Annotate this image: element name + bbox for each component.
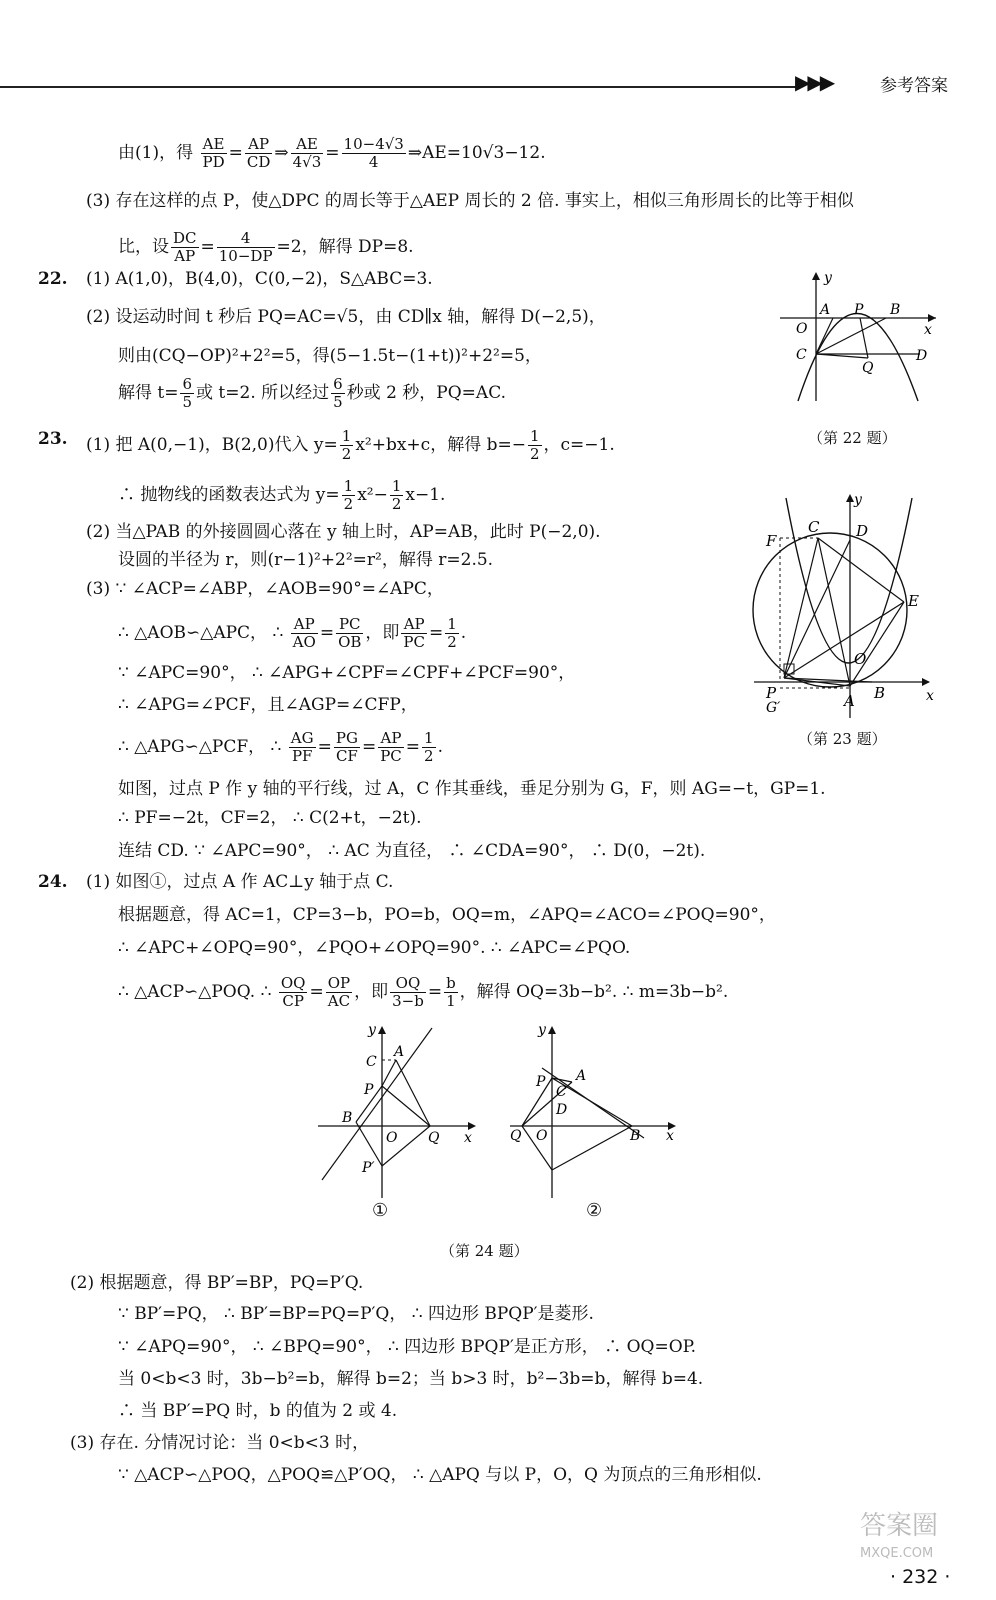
q24-figure-1-label: ①: [372, 1200, 389, 1221]
svg-text:B: B: [342, 1110, 353, 1126]
q23-line-2: ∴ 抛物线的函数表达式为 y= $\frac{1}{2}$ x²− $\frac{1}{2}$ x−1.: [118, 477, 446, 513]
svg-text:C: C: [808, 518, 820, 536]
q24-caption: （第 24 题）: [440, 1242, 529, 1260]
q22-label-Q: Q: [862, 360, 874, 376]
q24-figure-2-label: ②: [586, 1200, 603, 1221]
svg-text:B: B: [874, 684, 886, 702]
q24-line-6: ∵ BP′=PQ， ∴ BP′=BP=PQ=P′Q， ∴ 四边形 BPQP′是菱形.: [118, 1304, 594, 1324]
svg-text:Q: Q: [428, 1130, 440, 1146]
q24-number: 24.: [38, 872, 68, 892]
q24-line-10: (3) 存在. 分情况讨论：当 0<b<3 时，: [70, 1433, 370, 1453]
svg-text:y: y: [538, 1022, 546, 1038]
svg-text:A: A: [394, 1044, 405, 1060]
q21-part3-line-2: 比，设 $\frac{DC}{AP}$ = $\frac{4}{10-DP}$ =2，解得 DP=8.: [118, 229, 414, 265]
svg-text:P: P: [536, 1074, 546, 1090]
header-arrow-icons: ▶▶▶: [795, 70, 833, 94]
svg-text:E: E: [908, 592, 919, 610]
q24-line-11: ∵ △ACP∽△POQ，△POQ≌△P′OQ， ∴ △APQ 与以 P，O，Q 为顶点的三角形相似.: [118, 1465, 762, 1485]
q24-line-9: ∴ 当 BP′=PQ 时，b 的值为 2 或 4.: [118, 1401, 398, 1421]
q23-line-9: ∴ △APG∽△PCF， ∴ $\frac{AG}{PF}$ = $\frac{PG}{CF}$ = $\frac{AP}{PC}$ = $\frac{1}{2}$ .: [118, 729, 443, 765]
q23-line-7: ∵ ∠APC=90°， ∴ ∠APG+∠CPF=∠CPF+∠PCF=90°，: [118, 663, 576, 683]
svg-text:G′: G′: [766, 700, 781, 716]
svg-text:D: D: [556, 1102, 568, 1118]
q22-label-D: D: [916, 348, 928, 364]
q22-label-B: B: [890, 302, 901, 318]
q24-figure-2: [506, 1020, 686, 1200]
svg-text:O: O: [386, 1130, 398, 1146]
q23-number: 23.: [38, 429, 68, 449]
q22-label-C: C: [796, 347, 807, 363]
q22-label-P: P: [854, 302, 864, 318]
q22-number: 22.: [38, 269, 68, 289]
svg-text:O: O: [536, 1128, 548, 1144]
svg-text:P′: P′: [362, 1160, 375, 1176]
q24-figure-1: [312, 1020, 482, 1200]
svg-text:Q: Q: [510, 1128, 522, 1144]
q21-line-1: 由(1)，得 $\frac{AE}{PD}$ = $\frac{AP}{CD}$ ⇒ $\frac{AE}{4√3}$ = $\frac{10-4√3}{4}$ ⇒AE=10√3−12.: [118, 135, 546, 171]
q23-line-12: 连结 CD. ∵ ∠APC=90°， ∴ AC 为直径， ∴ ∠CDA=90°， ∴ D(0，−2t).: [118, 841, 706, 861]
q22-label-y: y: [824, 270, 832, 286]
q24-line-1: (1) 如图①，过点 A 作 AC⊥y 轴于点 C.: [86, 872, 394, 892]
q23-line-4: 设圆的半径为 r，则(r−1)²+2²=r²，解得 r=2.5.: [118, 550, 494, 570]
q23-line-8: ∴ ∠APG=∠PCF，且∠AGP=∠CFP，: [118, 695, 418, 715]
q21-part3-line-1: (3) 存在这样的点 P，使△DPC 的周长等于△AEP 周长的 2 倍. 事实上，相似三角形周长的比等于相似: [86, 191, 854, 211]
svg-text:y: y: [368, 1022, 376, 1038]
q23-line-3: (2) 当△PAB 的外接圆圆心落在 y 轴上时，AP=AB，此时 P(−2,0).: [86, 522, 601, 542]
q24-line-7: ∵ ∠APQ=90°， ∴ ∠BPQ=90°， ∴ 四边形 BPQP′是正方形， ∴ OQ=OP.: [118, 1337, 697, 1357]
q23-line-11: ∴ PF=−2t，CF=2， ∴ C(2+t，−2t).: [118, 808, 422, 828]
svg-text:D: D: [856, 522, 869, 540]
page-number: · 232 ·: [890, 1566, 951, 1588]
q22-label-O: O: [796, 321, 808, 337]
svg-text:A: A: [576, 1068, 587, 1084]
q24-line-4: ∴ △ACP∽△POQ. ∴ $\frac{OQ}{CP}$ = $\frac{OP}{AC}$ ，即 $\frac{OQ}{3-b}$ = $\frac{b}{1}$ ，解得 OQ=3b−b². ∴ m=3b−b².: [118, 974, 729, 1010]
q23-line-10: 如图，过点 P 作 y 轴的平行线，过 A，C 作其垂线，垂足分别为 G，F，则 AG=−t，GP=1.: [118, 779, 826, 799]
svg-text:B: B: [630, 1128, 641, 1144]
header-rule: [0, 86, 800, 88]
svg-text:C: C: [366, 1054, 377, 1070]
svg-text:y: y: [854, 492, 862, 508]
q22-line-2: (2) 设运动时间 t 秒后 PQ=AC=√5，由 CD∥x 轴，解得 D(−2,5)，: [86, 307, 606, 327]
q22-label-x: x: [924, 322, 932, 338]
q23-line-5: (3) ∵ ∠ACP=∠ABP，∠AOB=90°=∠APC，: [86, 579, 444, 599]
q22-line-4: 解得 t= $\frac{6}{5}$ 或 t=2. 所以经过 $\frac{6}{5}$ 秒或 2 秒，PQ=AC.: [118, 375, 507, 411]
header-title: 参考答案: [880, 76, 948, 96]
q23-caption: （第 23 题）: [798, 730, 887, 748]
q24-line-5: (2) 根据题意，得 BP′=BP，PQ=P′Q.: [70, 1273, 364, 1293]
svg-text:O: O: [854, 650, 867, 668]
svg-text:C: C: [556, 1084, 567, 1100]
svg-text:x: x: [464, 1130, 472, 1146]
svg-text:P: P: [766, 684, 777, 702]
q22-caption: （第 22 题）: [808, 429, 897, 447]
watermark-url: MXQE.COM: [860, 1546, 934, 1561]
q22-label-A: A: [820, 302, 831, 318]
q24-line-2: 根据题意，得 AC=1，CP=3−b，PO=b，OQ=m，∠APQ=∠ACO=∠POQ=90°，: [118, 905, 776, 925]
q24-line-3: ∴ ∠APC+∠OPQ=90°，∠PQO+∠OPQ=90°. ∴ ∠APC=∠PQO.: [118, 938, 631, 958]
q22-line-1: (1) A(1,0)，B(4,0)，C(0,−2)，S△ABC=3.: [86, 269, 433, 289]
q23-line-1: (1) 把 A(0,−1)，B(2,0)代入 y= $\frac{1}{2}$ x²+bx+c，解得 b=− $\frac{1}{2}$ ，c=−1.: [86, 427, 615, 463]
svg-text:x: x: [926, 688, 934, 704]
svg-text:P: P: [364, 1082, 374, 1098]
q22-figure: [776, 266, 956, 406]
svg-text:F: F: [766, 532, 777, 550]
svg-text:x: x: [666, 1128, 674, 1144]
svg-text:A: A: [844, 692, 855, 710]
q24-line-8: 当 0<b<3 时，3b−b²=b，解得 b=2；当 b>3 时，b²−3b=b，解得 b=4.: [118, 1369, 704, 1389]
watermark-logo: 答案圈: [860, 1511, 939, 1541]
q23-figure: [744, 488, 944, 728]
q23-line-6: ∴ △AOB∽△APC， ∴ $\frac{AP}{AO}$ = $\frac{PC}{OB}$ ，即 $\frac{AP}{PC}$ = $\frac{1}{2}$ .: [118, 615, 467, 651]
q22-line-3: 则由(CQ−OP)²+2²=5，得(5−1.5t−(1+t))²+2²=5，: [118, 346, 542, 366]
